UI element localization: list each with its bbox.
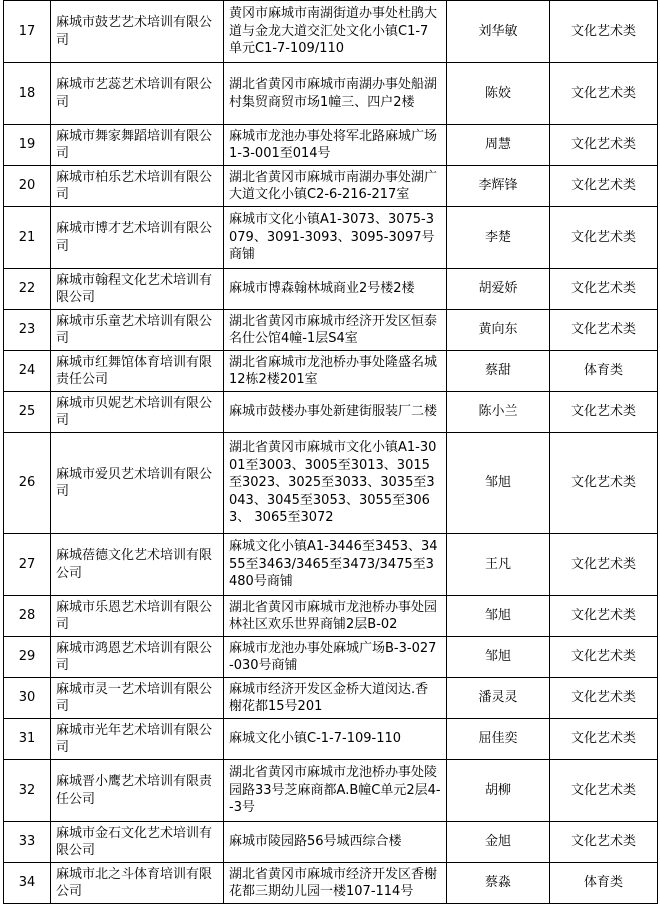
- table-row: [4, 1, 658, 63]
- company-name: 麻城晋小鹰艺术培训有限责任公司: [51, 760, 224, 822]
- category: 文化艺术类: [550, 637, 658, 678]
- company-address: 湖北省黄冈市麻城市经济开发区香榭花都三期幼儿园一楼107-114号: [224, 863, 447, 904]
- table-row: [4, 433, 658, 534]
- table-row: [4, 719, 658, 760]
- company-address: 湖北省黄冈市麻城市龙池桥办事处陵园路33号芝麻商都A.B幢C单元2层4--3号: [224, 760, 447, 822]
- company-address: 湖北省黄冈市麻城市南湖办事处船湖村集贸商贸市场1幢三、四户2楼: [224, 63, 447, 125]
- category: 文化艺术类: [550, 392, 658, 433]
- company-name: 麻城市灵一艺术培训有限公司: [51, 678, 224, 719]
- company-name: 麻城市博才艺术培训有限公司: [51, 207, 224, 269]
- legal-representative: 胡爱娇: [447, 269, 550, 310]
- table-row: [4, 760, 658, 822]
- company-name: 麻城市艺蕊艺术培训有限公司: [51, 63, 224, 125]
- company-name: 麻城市光年艺术培训有限公司: [51, 719, 224, 760]
- table-row: [4, 596, 658, 637]
- legal-representative: 金旭: [447, 822, 550, 863]
- category: 文化艺术类: [550, 310, 658, 351]
- table-row: [4, 822, 658, 863]
- company-name: 麻城市翰程文化艺术培训有限公司: [51, 269, 224, 310]
- legal-representative: 蔡淼: [447, 863, 550, 904]
- institution-table: [3, 0, 658, 904]
- table-row: [4, 63, 658, 125]
- row-number: 33: [4, 822, 51, 863]
- legal-representative: 邹旭: [447, 637, 550, 678]
- legal-representative: 陈小兰: [447, 392, 550, 433]
- company-name: 麻城市舞家舞蹈培训有限公司: [51, 125, 224, 166]
- company-address: 湖北省黄冈市麻城市龙池桥办事处园林社区欢乐世界商铺2层B-02: [224, 596, 447, 637]
- row-number: 25: [4, 392, 51, 433]
- table-row: [4, 207, 658, 269]
- row-number: 28: [4, 596, 51, 637]
- company-name: 麻城市柏乐艺术培训有限公司: [51, 166, 224, 207]
- table-body: [4, 1, 658, 904]
- table-row: [4, 351, 658, 392]
- legal-representative: 李楚: [447, 207, 550, 269]
- company-name: 麻城市乐童艺术培训有限公司: [51, 310, 224, 351]
- legal-representative: 潘灵灵: [447, 678, 550, 719]
- category: 文化艺术类: [550, 1, 658, 63]
- company-name: 麻城市鸿恩艺术培训有限公司: [51, 637, 224, 678]
- company-address: 湖北省黄冈市麻城市经济开发区恒泰名仕公馆4幢-1层S4室: [224, 310, 447, 351]
- company-address: 湖北省黄冈市麻城市南湖办事处湖广大道文化小镇C2-6-216-217室: [224, 166, 447, 207]
- category: 文化艺术类: [550, 596, 658, 637]
- row-number: 17: [4, 1, 51, 63]
- company-name: 麻城市乐恩艺术培训有限公司: [51, 596, 224, 637]
- company-address: 麻城市文化小镇A1-3073、3075-3079、3091-3093、3095-3097号商铺: [224, 207, 447, 269]
- row-number: 26: [4, 433, 51, 534]
- row-number: 22: [4, 269, 51, 310]
- category: 体育类: [550, 863, 658, 904]
- category: 文化艺术类: [550, 125, 658, 166]
- company-name: 麻城市红舞馆体育培训有限责任公司: [51, 351, 224, 392]
- row-number: 27: [4, 534, 51, 596]
- category: 文化艺术类: [550, 63, 658, 125]
- legal-representative: 屈佳奕: [447, 719, 550, 760]
- company-name: 麻城市北之斗体育培训有限公司: [51, 863, 224, 904]
- legal-representative: 陈姣: [447, 63, 550, 125]
- table-row: [4, 310, 658, 351]
- company-name: 麻城市贝妮艺术培训有限公司: [51, 392, 224, 433]
- category: 文化艺术类: [550, 719, 658, 760]
- company-address: 麻城市博森翰林城商业2号楼2楼: [224, 269, 447, 310]
- company-address: 湖北省黄冈市麻城市文化小镇A1-3001至3003、3005至3013、3015至3023、3025至3033、3035至3043、3045至3053、3055至3063、 3065至3072: [224, 433, 447, 534]
- table-row: [4, 125, 658, 166]
- company-address: 麻城文化小镇A1-3446至3453、3455至3463/3465至3473/3475至3480号商铺: [224, 534, 447, 596]
- company-address: 麻城市陵园路56号城西综合楼: [224, 822, 447, 863]
- row-number: 34: [4, 863, 51, 904]
- row-number: 18: [4, 63, 51, 125]
- table-row: [4, 678, 658, 719]
- row-number: 31: [4, 719, 51, 760]
- category: 文化艺术类: [550, 207, 658, 269]
- table-row: [4, 269, 658, 310]
- company-address: 麻城市经济开发区金桥大道闵达.香榭花都15号201: [224, 678, 447, 719]
- legal-representative: 李辉锋: [447, 166, 550, 207]
- category: 文化艺术类: [550, 678, 658, 719]
- table-row: [4, 637, 658, 678]
- category: 体育类: [550, 351, 658, 392]
- row-number: 23: [4, 310, 51, 351]
- company-address: 麻城市龙池办事处麻城广场B-3-027-030号商铺: [224, 637, 447, 678]
- legal-representative: 王凡: [447, 534, 550, 596]
- company-address: 麻城市鼓楼办事处新建街服装厂二楼: [224, 392, 447, 433]
- legal-representative: 胡柳: [447, 760, 550, 822]
- row-number: 24: [4, 351, 51, 392]
- company-address: 黄冈市麻城市南湖街道办事处杜鹃大道与金龙大道交汇处文化小镇C1-7单元C1-7-109/110: [224, 1, 447, 63]
- category: 文化艺术类: [550, 760, 658, 822]
- table-row: [4, 534, 658, 596]
- company-name: 麻城市爱贝艺术培训有限公司: [51, 433, 224, 534]
- company-address: 麻城市龙池办事处将军北路麻城广场1-3-001至014号: [224, 125, 447, 166]
- legal-representative: 邹旭: [447, 596, 550, 637]
- row-number: 21: [4, 207, 51, 269]
- legal-representative: 周慧: [447, 125, 550, 166]
- table-row: [4, 166, 658, 207]
- company-name: 麻城蓓德文化艺术培训有限公司: [51, 534, 224, 596]
- legal-representative: 刘华敏: [447, 1, 550, 63]
- row-number: 20: [4, 166, 51, 207]
- company-address: 湖北省麻城市龙池桥办事处隆盛名城12栋2楼201室: [224, 351, 447, 392]
- company-name: 麻城市金石文化艺术培训有限公司: [51, 822, 224, 863]
- row-number: 32: [4, 760, 51, 822]
- table-row: [4, 863, 658, 904]
- table-row: [4, 392, 658, 433]
- legal-representative: 蔡甜: [447, 351, 550, 392]
- row-number: 19: [4, 125, 51, 166]
- category: 文化艺术类: [550, 269, 658, 310]
- legal-representative: 邹旭: [447, 433, 550, 534]
- category: 文化艺术类: [550, 433, 658, 534]
- category: 文化艺术类: [550, 166, 658, 207]
- row-number: 29: [4, 637, 51, 678]
- row-number: 30: [4, 678, 51, 719]
- category: 文化艺术类: [550, 822, 658, 863]
- company-name: 麻城市鼓艺艺术培训有限公司: [51, 1, 224, 63]
- legal-representative: 黄向东: [447, 310, 550, 351]
- category: 文化艺术类: [550, 534, 658, 596]
- company-address: 麻城文化小镇C-1-7-109-110: [224, 719, 447, 760]
